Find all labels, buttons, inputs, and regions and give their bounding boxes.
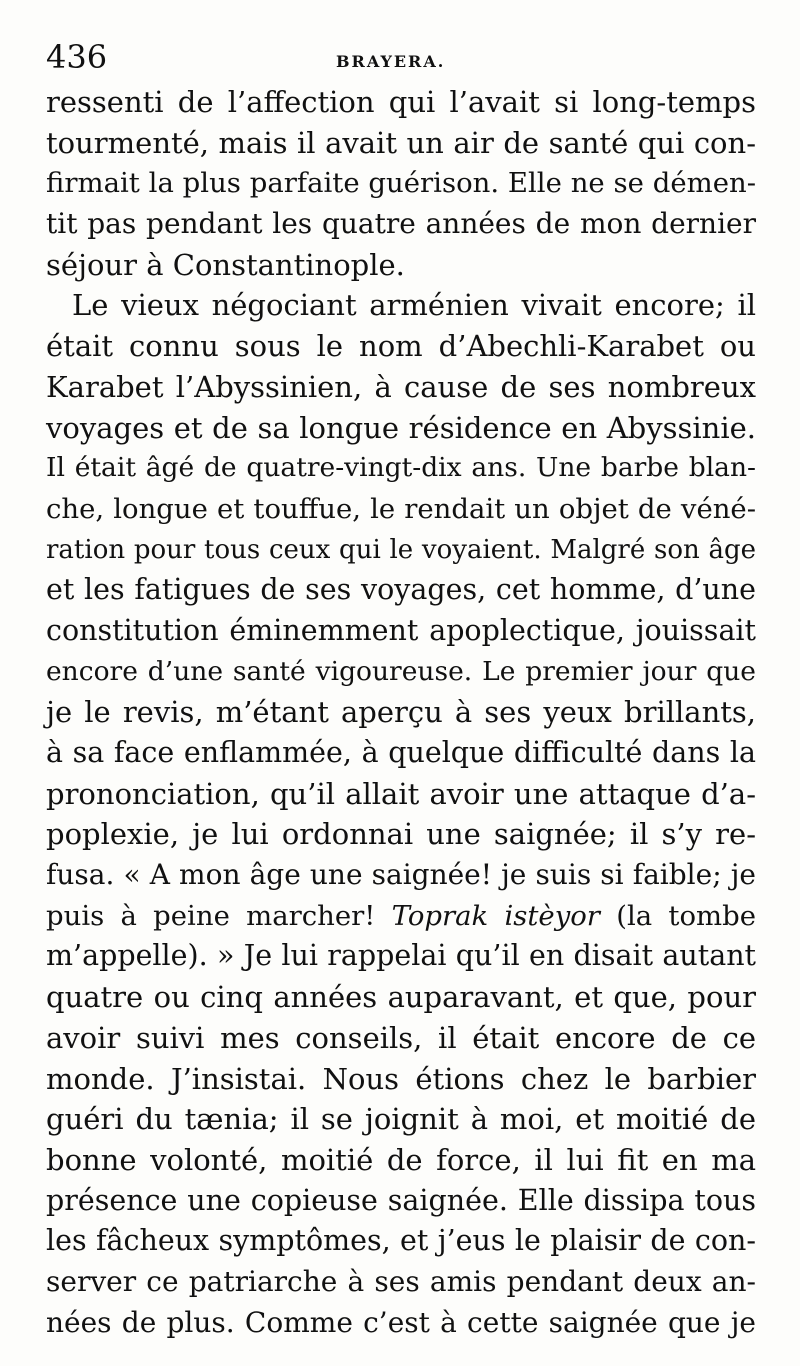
text-line: je le revis, m’étant aperçu à ses yeux brillants, bbox=[46, 695, 756, 730]
text-line: Il était âgé de quatre-vingt-dix ans. Une barbe blan- bbox=[46, 452, 756, 484]
text-line: à sa face enflammée, à quelque difficulté dans la bbox=[46, 736, 756, 769]
text-line: firmait la plus parfaite guérison. Elle ne se démen- bbox=[46, 167, 756, 200]
paragraph-start-line: Le vieux négociant arménien vivait encore; il bbox=[72, 288, 756, 323]
text-line: nées de plus. Comme c’est à cette saignée que je bbox=[46, 1305, 756, 1339]
text-line: guéri du tænia; il se joignit à moi, et moitié de bbox=[46, 1102, 756, 1137]
text-line: présence une copieuse saignée. Elle dissipa tous bbox=[46, 1183, 756, 1217]
text-line: che, longue et touffue, le rendait un objet de véné- bbox=[46, 492, 756, 525]
text-line: voyages et de sa longue résidence en Abyssinie. bbox=[46, 410, 756, 445]
text-line: prononciation, qu’il allait avoir une attaque d’a- bbox=[46, 776, 756, 811]
body-text bbox=[46, 82, 756, 1343]
text-line: server ce patriarche à ses amis pendant deux an- bbox=[46, 1264, 756, 1298]
text-line-with-italic bbox=[46, 896, 756, 937]
running-head bbox=[46, 38, 756, 78]
text-line: était connu sous le nom d’Abechli-Karabet ou bbox=[46, 329, 756, 364]
text-line: ration pour tous ceux qui le voyaient. Malgré son âge bbox=[46, 534, 756, 565]
text-line: séjour à Constantinople. bbox=[46, 247, 405, 282]
text-line: poplexie, je lui ordonnai une saignée; il s’y re- bbox=[46, 817, 756, 852]
text-line: les fâcheux symptômes, et j’eus le plaisir de con- bbox=[46, 1224, 756, 1258]
text-line: quatre ou cinq années auparavant, et que, pour bbox=[46, 980, 756, 1015]
text-line: tourmenté, mais il avait un air de santé qui con- bbox=[46, 125, 756, 160]
text-line: Karabet l’Abyssinien, à cause de ses nombreux bbox=[46, 369, 756, 404]
running-title: BRAYERA. bbox=[336, 52, 446, 71]
text-line: encore d’une santé vigoureuse. Le premier jour que bbox=[46, 655, 756, 687]
page-number: 436 bbox=[46, 38, 108, 76]
italic-phrase: Toprak istèyor bbox=[391, 899, 600, 932]
text-line: tit pas pendant les quatre années de mon dernier bbox=[46, 207, 756, 241]
text-line: monde. J’insistai. Nous étions chez le barbier bbox=[46, 1061, 756, 1096]
text-line: ressenti de l’affection qui l’avait si long-temps bbox=[46, 85, 756, 119]
text-line: bonne volonté, moitié de force, il lui fit en ma bbox=[46, 1142, 756, 1177]
text-line: fusa. « A mon âge une saignée! je suis si faible; je bbox=[46, 858, 756, 892]
line-text-after-italic: (la tombe bbox=[599, 899, 756, 932]
text-line: et les fatigues de ses voyages, cet homme, d’une bbox=[46, 573, 756, 607]
text-line: m’appelle). » Je lui rappelai qu’il en disait autant bbox=[46, 939, 756, 973]
text-line: constitution éminemment apoplectique, jouissait bbox=[46, 613, 756, 647]
line-text-before-italic: puis à peine marcher! bbox=[46, 899, 392, 932]
text-line: avoir suivi mes conseils, il était encore de ce bbox=[46, 1020, 756, 1055]
